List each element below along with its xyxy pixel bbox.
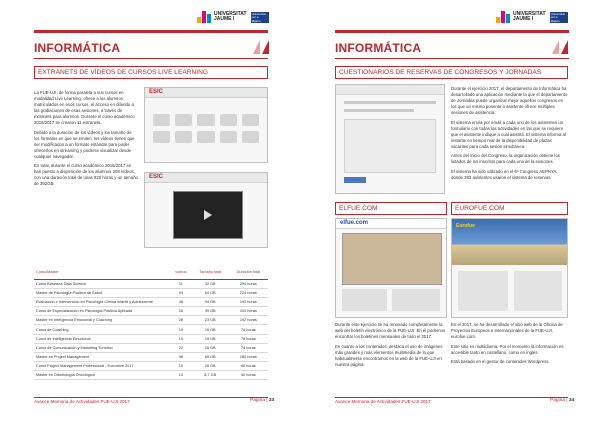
cell-size: 94 GB bbox=[192, 298, 229, 307]
logo-text-line2: JAUME I bbox=[513, 16, 534, 22]
paragraph: Durante este ejercicio se ha renovado completamente la web del boletín electrónico de la FUE-UJI. En él podemos encontrar los boletines mensuales de todo el 2017. bbox=[335, 322, 446, 339]
cell-size: 32 GB bbox=[192, 280, 229, 289]
elfue-photo bbox=[342, 233, 442, 285]
title-underline bbox=[34, 58, 268, 59]
elfue-logo: elfue.com bbox=[340, 220, 369, 226]
section-title: INFORMÁTICA bbox=[335, 41, 422, 55]
table-row bbox=[34, 334, 268, 343]
play-icon bbox=[204, 210, 212, 220]
cell-size: 16 GB bbox=[192, 343, 229, 352]
cell-size: 65 GB bbox=[192, 352, 229, 361]
cell-videos: 26 bbox=[170, 307, 192, 316]
cell-videos: 22 bbox=[170, 343, 192, 352]
cell-course: Máster en Odontología Oncológica bbox=[34, 370, 170, 379]
cell-videos: 28 bbox=[170, 316, 192, 325]
video-thumbnail bbox=[242, 131, 259, 143]
cell-videos: 10 bbox=[170, 370, 192, 379]
cell-videos: 93 bbox=[170, 289, 192, 298]
cell-course: Curso de Especialización en Psicología Positiva Aplicada bbox=[34, 307, 170, 316]
paragraph: La FUE-UJI, de forma paralela a sus cursos en modalidad Live Learning, ofrece a los alumnos matriculados en esos cursos, el acceso en diferido a las grabaciones de esas sesiones, a través de extranets para alumnos. Durante el curso académico 2016/2017 se crearon 11 extranets. bbox=[34, 90, 135, 125]
cell-course: Máster en Inteligencia Emocional y Coaching bbox=[34, 316, 170, 325]
video-thumbnail bbox=[175, 131, 192, 143]
uji-logo bbox=[197, 11, 269, 23]
cell-videos: 19 bbox=[170, 325, 192, 334]
eurofue-logo: Eurofue bbox=[456, 223, 475, 229]
col-size: Tamaño total bbox=[192, 265, 229, 280]
cell-course: Curso de Coaching bbox=[34, 325, 170, 334]
cell-duration: 100 horas bbox=[229, 307, 268, 316]
eurofue-banner bbox=[452, 219, 568, 265]
uji-logo bbox=[496, 11, 568, 23]
paragraph: El sistema ha sido utilizado en el 6º Congreso AEPNYA, donde 393 asistentes usaron el sistema de reservas. bbox=[451, 168, 558, 180]
video-player bbox=[173, 191, 243, 239]
title-underline bbox=[335, 58, 569, 59]
cell-size: 8,7 GB bbox=[192, 370, 229, 379]
esic-logo: ESIC bbox=[149, 174, 164, 180]
footer-text: Avance Memoria de Actividades FUE-UJI 2017 bbox=[335, 399, 431, 404]
video-thumbnail bbox=[175, 114, 192, 126]
eurofue-text bbox=[451, 322, 568, 369]
table-row bbox=[34, 280, 268, 289]
video-thumbnail bbox=[242, 114, 259, 126]
paragraph: El sistema envía por email a cada uno de los asistentes un formulario con todas las actividades en las que se requiere que el asistente indique a cuál asistirá. El sistema informa al instante en tiempo real de la disponibilidad de plazas vacantes para cada sesión simultánea. bbox=[451, 119, 566, 149]
cell-videos: 48 bbox=[170, 298, 192, 307]
extranet-screenshot-player bbox=[144, 172, 268, 248]
cell-videos: 19 bbox=[170, 334, 192, 343]
cell-course: Máster en Project Management bbox=[34, 352, 170, 361]
page-number: Página | 34 bbox=[550, 398, 575, 403]
footer-rule bbox=[335, 397, 568, 398]
video-thumbnail bbox=[220, 114, 237, 126]
paragraph: Este sitio es multiidioma. Por el momento la información es accesible tanto en castellano, como en inglés. bbox=[451, 343, 564, 355]
table-row bbox=[34, 370, 268, 379]
footer-text: Avance Memoria de Actividades FUE-UJI 2017 bbox=[34, 399, 130, 404]
logo-badge: Universitat per a Majors bbox=[550, 12, 568, 23]
elfue-screenshot bbox=[335, 218, 447, 318]
cell-duration: 180 horas bbox=[229, 352, 268, 361]
page-number: Página | 33 bbox=[250, 398, 275, 403]
table-row bbox=[34, 352, 268, 361]
cell-duration: 224 horas bbox=[229, 289, 268, 298]
paragraph: En el 2017, se ha desarrollado el sitio web de la Oficina de Proyectos Europeos e Internacionales de la FUE-UJI, eurofue.com. bbox=[451, 322, 563, 339]
table-row bbox=[34, 361, 268, 370]
elfue-text bbox=[335, 322, 447, 371]
eurofue-box-title: EUROFUE.COM bbox=[451, 202, 568, 215]
courses-table bbox=[34, 265, 268, 380]
logo-text-line1: UNIVERSITAT bbox=[214, 11, 247, 17]
table-row bbox=[34, 343, 268, 352]
video-thumbnail bbox=[197, 114, 214, 126]
reservas-form-screenshot bbox=[335, 84, 445, 194]
table-row bbox=[34, 289, 268, 298]
cell-course: Curso Business Data Science bbox=[34, 280, 170, 289]
col-videos: vídeos bbox=[170, 265, 192, 280]
cell-duration: 74 horas bbox=[229, 343, 268, 352]
paragraph: Durante el ejercicio 2017, el departamento de Informática ha desarrollado una aplicación mediante la que el departamento de Jornadas puede organizar mejor aquellos congresos en los que un mismo ponente o asistente ofrece múltiples sesiones de asistencia. bbox=[451, 86, 568, 115]
uji-logo-icon bbox=[197, 11, 211, 23]
esic-logo: ESIC bbox=[149, 89, 164, 95]
logo-badge: Universitat per a Majors bbox=[251, 12, 269, 23]
video-thumbnail bbox=[197, 131, 214, 143]
reservas-text bbox=[451, 86, 568, 184]
table-header-row bbox=[34, 265, 268, 280]
cell-duration: 294 horas bbox=[229, 280, 268, 289]
cell-duration: 60 horas bbox=[229, 361, 268, 370]
cell-course: Máster de Psicología Positiva de Salud bbox=[34, 289, 170, 298]
extranet-screenshot-grid bbox=[144, 87, 268, 163]
table-row bbox=[34, 307, 268, 316]
cell-duration: 102 horas bbox=[229, 316, 268, 325]
uji-logo-icon bbox=[496, 11, 510, 23]
corner-marks bbox=[253, 40, 269, 54]
cell-duration: 74 horas bbox=[229, 325, 268, 334]
cell-videos: 10 bbox=[170, 361, 192, 370]
reservas-box-title: CUESTIONARIOS DE RESERVAS DE CONGRESOS Y JORNADAS bbox=[335, 66, 568, 79]
table-row bbox=[34, 325, 268, 334]
paragraph: Debido a la duración de los vídeos y los tamaño de los formatos en que se emiten, los vídeos tienen que ser modificados a un formato estándar para poder ofrecerlos en streaming y poderse visualizar desde cualquier navegador. bbox=[34, 129, 135, 159]
cell-size: 16 GB bbox=[192, 361, 229, 370]
extranets-box-title: EXTRANETS DE VÍDEOS DE CURSOS LIVE LEARNING bbox=[34, 66, 268, 79]
paragraph: Está basado en el gestor de contenidos Wordpress. bbox=[451, 359, 550, 364]
eurofue-screenshot bbox=[451, 218, 568, 318]
elfue-box-title: ELFUE.COM bbox=[335, 202, 447, 215]
col-course: Curso/Master bbox=[34, 265, 170, 280]
header-rule bbox=[34, 30, 268, 33]
footer-rule bbox=[34, 397, 268, 398]
video-thumbnail bbox=[220, 131, 237, 143]
cell-course: Curso Project Management Professional - Executive 2017 bbox=[34, 361, 170, 370]
cell-course: Evaluación e Intervención en Psicología Clínica Infantil y Adolescente bbox=[34, 298, 170, 307]
cell-size: 64 GB bbox=[192, 289, 229, 298]
table-row bbox=[34, 316, 268, 325]
submit-button bbox=[344, 177, 366, 183]
cell-size: 16 GB bbox=[192, 325, 229, 334]
paragraph: En cuanto a los contenidos, destaca el uso de imágenes más grandes y más elementos multimedia de lo que habitualmente encontramos en la web de la FUE-UJI en nuestra página. bbox=[335, 343, 443, 367]
table-row bbox=[34, 298, 268, 307]
cell-videos: 46 bbox=[170, 352, 192, 361]
section-title: INFORMÁTICA bbox=[34, 41, 121, 55]
corner-marks bbox=[552, 40, 568, 54]
video-thumbnail bbox=[153, 131, 170, 143]
cell-duration: 192 horas bbox=[229, 298, 268, 307]
cell-course: Curso de Comunicación y Marketing Turístico bbox=[34, 343, 170, 352]
cell-course: Curso de Inteligencia Emocional bbox=[34, 334, 170, 343]
header-rule bbox=[335, 30, 569, 33]
logo-text-line1: UNIVERSITAT bbox=[513, 11, 546, 17]
cell-size: 23 GB bbox=[192, 316, 229, 325]
paragraph: En total, durante el curso académico 2016/2017 se han puesto a disposición de los alumnos 208 vídeos, con una duración total de unas 820 horas y un tamaño de 392GB. bbox=[34, 163, 138, 186]
video-thumbnails bbox=[153, 114, 259, 143]
logo-text-line2: JAUME I bbox=[214, 16, 235, 22]
paragraph: Antes del inicio del Congreso, la organización obtiene los listados de los inscritos para cada una de la sesiones. bbox=[451, 153, 560, 164]
video-thumbnail bbox=[153, 114, 170, 126]
cell-size: 39 GB bbox=[192, 307, 229, 316]
cell-duration: 76 horas bbox=[229, 334, 268, 343]
cell-duration: 40 horas bbox=[229, 370, 268, 379]
form-area bbox=[344, 119, 436, 173]
cell-size: 15 GB bbox=[192, 334, 229, 343]
col-duration: Duración total bbox=[229, 265, 268, 280]
cell-videos: 11 bbox=[170, 280, 192, 289]
extranets-text bbox=[34, 90, 138, 191]
